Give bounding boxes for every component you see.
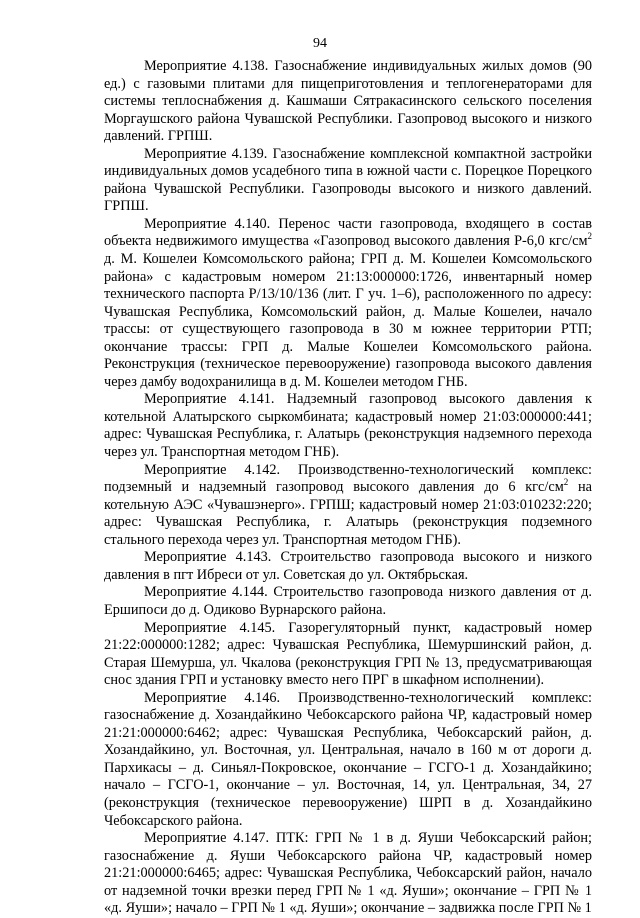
paragraph-4-145: Мероприятие 4.145. Газорегуляторный пункт, кадастровый номер 21:22:000000:1282; адрес: Чувашская Республика, Шемуршинский район, д. Старая Шемурша, ул. Чкалова (реконструкция ГРП № 13, предусматривающая снос здания ГРП и установку вместо него ПРГ в шкафном исполнении).	[104, 619, 592, 689]
paragraph-4-146: Мероприятие 4.146. Производственно-технологический комплекс: газоснабжение д. Хозандайкино Чебоксарского района ЧР, кадастровый номер 21:21:000000:6462; адрес: Чувашская Республика, Чебоксарский район, д. Хозандайкино, ул. Восточная, ул. Центральная, начало в 160 м от дороги д. Пархикасы – д. Синьял-Покровское, окончание – ГСГО-1 д. Хозандайкино; начало – ГСГО-1, окончание – ул. Восточная, 14, ул. Центральная, 34, 27 (реконструкция (техническое перевооружение) ШРП в д. Хозандайкино Чебоксарского района.	[104, 689, 592, 829]
paragraph-4-141: Мероприятие 4.141. Надземный газопровод высокого давления к котельной Алатырского сыркомбината; кадастровый номер 21:03:000000:441; адрес: Чувашская Республика, г. Алатырь (реконструкция надземного перехода через ул. Транспортная методом ГНБ).	[104, 391, 592, 461]
superscript: 2	[587, 231, 592, 242]
paragraph-text: д. М. Кошелеи Комсомольского района; ГРП д. М. Кошелеи Комсомольского района» с кадастровым номером 21:13:000000:1726, инвентарный номер технического паспорта Р/13/10/136 (лит. Г уч. 1–6), расположенного по адресу: Чувашская Республика, Комсомольский район, д. Малые Кошелеи, начало трассы: от существующего газопровода в 30 м южнее территории РТП; окончание трассы: ГРП д. Малые Кошелеи Комсомольского района. Реконструкция (техническое перевооружение) газопровода высокого давления через дамбу водохранилища в д. М. Кошелеи методом ГНБ.	[104, 251, 592, 390]
paragraph-4-139: Мероприятие 4.139. Газоснабжение комплексной компактной застройки индивидуальных домов усадебного типа в южной части с. Порецкое Порецкого района Чувашской Республики. Газопроводы высокого и низкого давлений. ГРПШ.	[104, 145, 592, 215]
paragraph-text: на котельную АЭС «Чувашэнерго». ГРПШ; кадастровый номер 21:03:010232:220; адрес: Чувашская Республика, г. Алатырь (реконструкция подземного стального перехода через ул. Транспортная методом ГНБ).	[104, 479, 592, 548]
paragraph-4-138: Мероприятие 4.138. Газоснабжение индивидуальных жилых домов (90 ед.) с газовыми плитами для пищеприготовления и теплогенераторами для системы теплоснабжения д. Кашмаши Сятракасинского сельского поселения Моргаушского района Чувашской Республики. Газопровод высокого и низкого давлений. ГРПШ.	[104, 58, 592, 145]
paragraph-4-142	[104, 462, 592, 550]
paragraph-text: Мероприятие 4.140. Перенос части газопровода, входящего в состав объекта недвижимого имущества «Газопровод высокого давления Р-6,0 кгс/см	[104, 215, 592, 250]
paragraph-4-144: Мероприятие 4.144. Строительство газопровода низкого давления от д. Ершипоси до д. Одиково Вурнарского района.	[104, 584, 592, 618]
paragraph-4-143: Мероприятие 4.143. Строительство газопровода высокого и низкого давления в пгт Ибреси от ул. Советская до ул. Октябрьская.	[104, 549, 592, 583]
page-body	[104, 58, 592, 918]
paragraph-4-147: Мероприятие 4.147. ПТК: ГРП № 1 в д. Яуши Чебоксарский район; газоснабжение д. Яуши Чебоксарского района ЧР, кадастровый номер 21:21:000000:6465; адрес: Чувашская Республика, Чебоксарский район, начало от надземной точки врезки перед ГРП № 1 «д. Яуши»; окончание – ГРП № 1 «д. Яуши»; начало – ГРП № 1 «д. Яуши»; окончание – задвижка после ГРП № 1	[104, 830, 592, 917]
paragraph-text: Мероприятие 4.142. Производственно-технологический комплекс: подземный и надземный газопровод высокого давления до 6 кгс/см	[104, 461, 592, 496]
page-number: 94	[313, 36, 327, 51]
superscript: 2	[563, 477, 569, 488]
paragraph-4-140	[104, 216, 592, 391]
